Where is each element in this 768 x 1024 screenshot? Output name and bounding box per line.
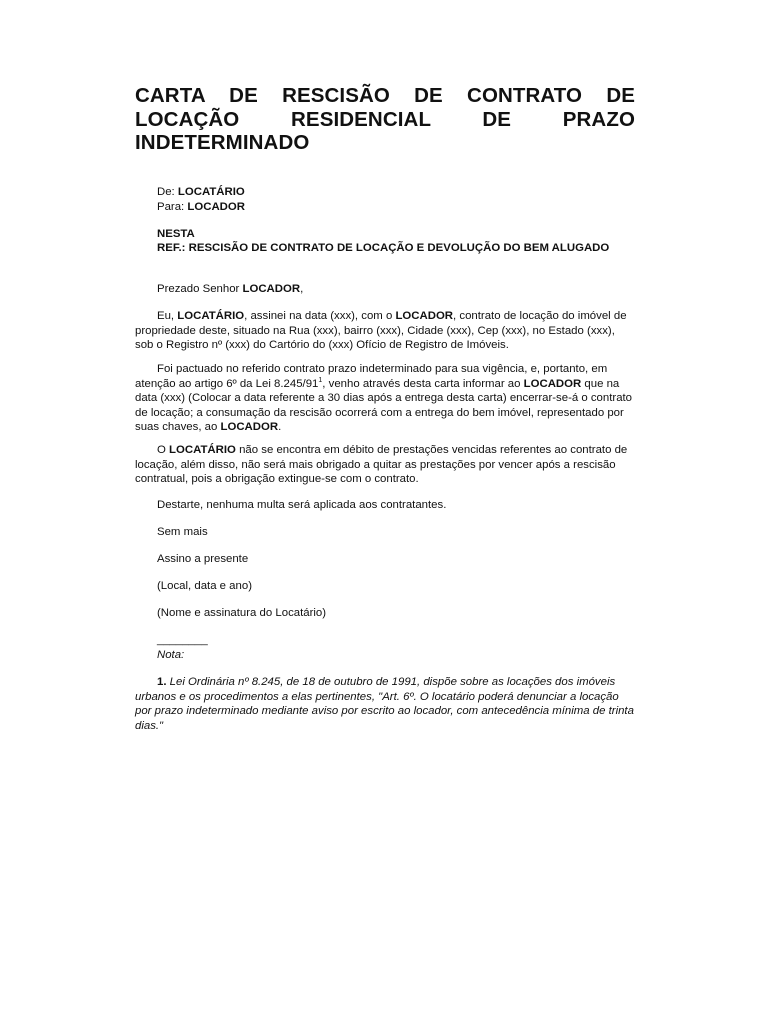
p3-text-2: não se encontra em débito de prestações vencidas referentes ao contrato de locação, além disso, não será mais obrigado a quitar as prestações por vencer após a rescisão contratual, pois a obrigação extingue-se com o contrato. bbox=[135, 444, 628, 485]
greeting-name: LOCADOR bbox=[242, 283, 301, 295]
p3-bold-locatario: LOCATÁRIO bbox=[169, 444, 236, 456]
nesta-line bbox=[135, 227, 657, 242]
to-line bbox=[135, 200, 657, 215]
footnote-body: Lei Ordinária nº 8.245, de 18 de outubro de 1991, dispõe sobre as locações dos imóveis urbanos e os procedimentos a elas pertinentes, "Art. 6º. O locatário poderá denunciar a locação por prazo indeterminado mediante aviso por escrito ao locador, com antecedência mínima de trinta dias." bbox=[135, 676, 634, 732]
paragraph-no-debt bbox=[135, 443, 635, 487]
reference-line bbox=[135, 241, 657, 256]
paragraph-contract-info bbox=[135, 309, 635, 353]
p2-text-2: , venho através desta carta informar ao bbox=[322, 377, 521, 390]
p1-text-2: , assinei na data (xxx), com o bbox=[244, 310, 393, 322]
greeting-prefix: Prezado Senhor bbox=[157, 283, 240, 295]
to-label: Para: bbox=[157, 201, 185, 213]
closing-assino: Assino a presente bbox=[157, 553, 249, 565]
p2-bold-locador-2: LOCADOR bbox=[220, 421, 279, 433]
from-value: LOCATÁRIO bbox=[177, 186, 245, 198]
paragraph-termination-notice bbox=[135, 362, 635, 435]
p2-text-1: Foi pactuado no referido contrato prazo indeterminado para sua vigência, e, portanto, em atenção ao artigo 6º da Lei 8.245/91 bbox=[135, 363, 608, 390]
p3-text-1: O bbox=[157, 444, 166, 456]
p1-text-1: Eu, bbox=[157, 310, 175, 322]
footnote-rule: ________ bbox=[157, 634, 208, 646]
p1-text-3: , contrato de locação do imóvel de propriedade deste, situado na Rua (xxx), bairro (xxx), Cidade (xxx), Cep (xxx), no Estado (xxx), sob o Registro nº (xxx) do Cartório do (xxx) Ofício de Registro de Imóveis. bbox=[135, 310, 627, 351]
p2-bold-locador-1: LOCADOR bbox=[523, 377, 582, 390]
closing-signature: (Nome e assinatura do Locatário) bbox=[157, 607, 327, 619]
greeting-suffix: , bbox=[300, 283, 304, 295]
nesta-text: NESTA bbox=[157, 228, 195, 240]
p2-text-3: que na data (xxx) (Colocar a data referente a 30 dias após a entrega desta carta) encerrar-se-á o contrato de locação; a consumação da rescisão ocorrerá com a entrega do bem imóvel, representado por suas chaves, ao bbox=[135, 377, 633, 433]
footnote-number: 1. bbox=[157, 676, 167, 688]
from-label: De: bbox=[157, 186, 175, 198]
document-title: CARTA DE RESCISÃO DE CONTRATO DE LOCAÇÃO RESIDENCIAL DE PRAZO INDETERMINADO bbox=[135, 84, 635, 154]
from-line bbox=[135, 185, 657, 200]
p2-text-4: . bbox=[278, 421, 282, 433]
footnote-ref: 1 bbox=[318, 376, 323, 384]
closing-no-penalty: Destarte, nenhuma multa será aplicada aos contratantes. bbox=[157, 499, 447, 511]
closing-local-data: (Local, data e ano) bbox=[157, 580, 252, 592]
reference-text: REF.: RESCISÃO DE CONTRATO DE LOCAÇÃO E DEVOLUÇÃO DO BEM ALUGADO bbox=[157, 242, 610, 254]
footnote-text bbox=[135, 675, 635, 733]
closing-sem-mais: Sem mais bbox=[157, 526, 208, 538]
p1-bold-locador: LOCADOR bbox=[395, 310, 454, 322]
to-value: LOCADOR bbox=[187, 201, 245, 213]
greeting bbox=[135, 282, 657, 297]
p1-bold-locatario: LOCATÁRIO bbox=[177, 310, 245, 322]
footnote-label: Nota: bbox=[157, 649, 185, 661]
